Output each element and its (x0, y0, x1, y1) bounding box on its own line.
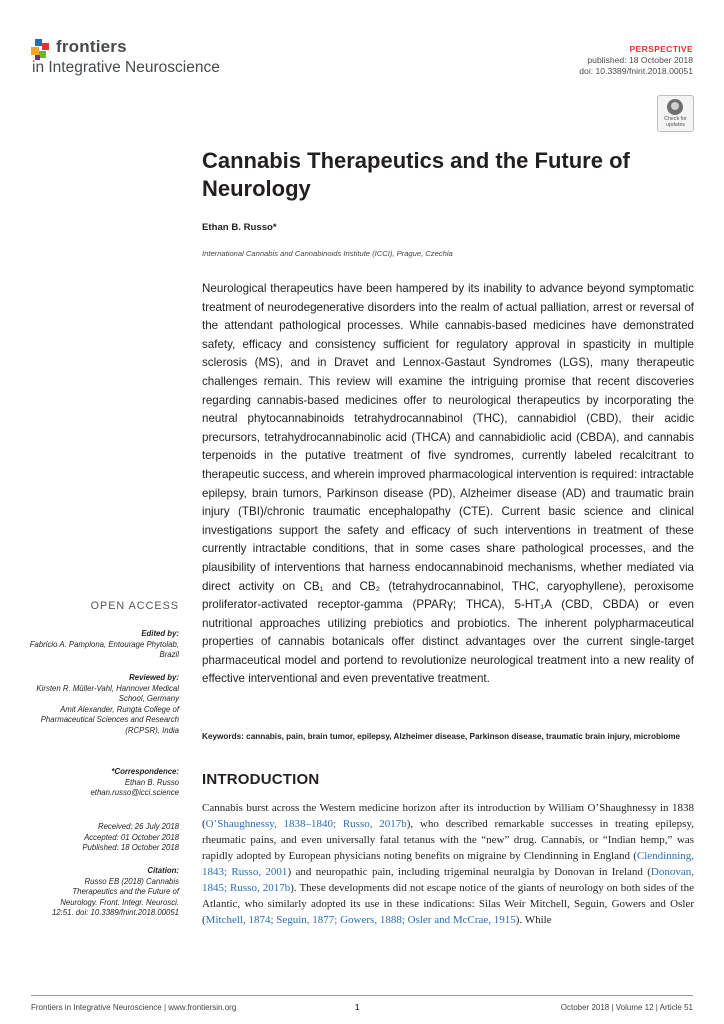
doi[interactable]: doi: 10.3389/fnint.2018.00051 (579, 66, 693, 76)
intro-text: Cannabis burst across the Western medicine horizon after its introduction by William O’Shaughnessy in 1838 ( (202, 802, 694, 830)
published-date: published: 18 October 2018 (587, 55, 693, 65)
editor[interactable]: Fabricio A. Pamplona, Entourage Phytolab, Brazil (29, 639, 179, 659)
keywords (202, 731, 694, 743)
reviewer[interactable]: Kirsten R. Müller-Vahl, Hannover Medical School, Germany (36, 683, 179, 703)
affiliation: International Cannabis and Cannabinoids Institute (ICCI), Prague, Czechia (202, 249, 453, 258)
article-meta (579, 44, 693, 77)
journal-name: frontiers (56, 37, 127, 56)
correspondence-block (19, 767, 179, 799)
author[interactable]: Ethan B. Russo* (202, 222, 277, 233)
citation-text: Russo EB (2018) Cannabis Therapeutics and the Future of Neurology. Front. Integr. Neurosci. 12:51. doi: 10.3389/fnint.2018.00051 (51, 876, 179, 917)
article-type: PERSPECTIVE (629, 44, 693, 54)
abstract: Neurological therapeutics have been hampered by its inability to advance beyond symptomatic treatment of neurodegenerative disorders into the realm of actual palliation, arrest or reversal of the attendant pathological processes. While cannabis-based medicines have demonstrated safety, efficacy and consistency sufficient for regulatory approval in spasticity in multiple sclerosis (MS), and in Dravet and Lennox-Gastaut Syndromes (LGS), many therapeutic challenges remain. This review will examine the intriguing promise that recent discoveries regarding cannabis-based medicines offer to neurological therapeutics by incorporating the neutral phytocannabinoids tetrahydrocannabinol (THC), cannabidiol (CBD), their acidic precursors, tetrahydrocannabinolic acid (THCA) and cannabidiolic acid (CBDA), and cannabis terpenoids in the putative treatment of five syndromes, currently labeled recalcitrant to therapeutic success, and wherein improved pharmacological intervention is required: intractable epilepsy, brain tumors, Parkinson disease (PD), Alzheimer disease (AD) and traumatic brain injury (TBI)/chronic traumatic encephalopathy (CTE). Current basic science and clinical investigations support the safety and efficacy of such interventions in treatment of these currently intractable conditions, that in some cases share pathological processes, and the plausibility of interventions that harness endocannabinoid mechanisms, whether mediated via direct activity on CB₁ and CB₂ (tetrahydrocannabinol, THC, caryophyllene), peroxisome proliferator-activated receptor-gamma (PPARγ; THCA), 5-HT₁A (CBD, CBDA) or even nutritional approaches utilizing prebiotics and probiotics. The inherent polypharmaceutical properties of cannabis botanicals offer distinct advantages over the current single-target pharmaceutical model and portend to revolutionize neurological treatment into a new reality of effective interventional and even preventative treatment. (202, 282, 694, 686)
correspondence-email[interactable]: ethan.russo@icci.science (90, 788, 179, 797)
received-date: Received: 26 July 2018 (97, 822, 179, 831)
correspondence-name: Ethan B. Russo (124, 777, 179, 787)
reviewed-by-block (19, 673, 179, 736)
section-heading-introduction: INTRODUCTION (202, 771, 320, 788)
correspondence-label: *Correspondence: (111, 767, 179, 776)
reviewer[interactable]: Amit Alexander, Rungta College of Pharmaceutical Sciences and Research (RCPSR), India (40, 704, 179, 735)
page-number: 1 (355, 1003, 360, 1012)
check-for-updates-button[interactable] (657, 95, 694, 132)
article-title: Cannabis Therapeutics and the Future of Neurology (202, 148, 630, 201)
introduction-paragraph (202, 800, 694, 928)
intro-text: ). While (515, 914, 552, 926)
citation-link[interactable]: Clendinning, 1843; Russo, 2001 (202, 850, 694, 878)
dates-block (19, 822, 179, 854)
journal-subtitle: in Integrative Neuroscience (32, 59, 220, 76)
citation-link[interactable]: Mitchell, 1874; Seguin, 1877; Gowers, 1888; Osler and McCrae, 1915 (205, 914, 516, 926)
keywords-list: cannabis, pain, brain tumor, epilepsy, Alzheimer disease, Parkinson disease, traumatic brain injury, microbiome (246, 732, 681, 741)
published-date-side: Published: 18 October 2018 (82, 843, 179, 852)
accepted-date: Accepted: 01 October 2018 (84, 832, 179, 842)
citation-block (39, 866, 179, 919)
citation-label: Citation: (147, 866, 179, 875)
keywords-label: Keywords: (202, 732, 244, 741)
journal-logo (31, 37, 271, 81)
footer-issue: October 2018 | Volume 12 | Article 51 (560, 1003, 693, 1012)
footer-divider (31, 995, 693, 996)
citation-link[interactable]: O’Shaughnessy, 1838–1840; Russo, 2017b (205, 818, 407, 830)
footer-journal[interactable]: Frontiers in Integrative Neuroscience | www.frontiersin.org (31, 1003, 237, 1012)
open-access-label: OPEN ACCESS (90, 600, 179, 612)
edited-by-label: Edited by: (141, 629, 179, 638)
edited-by-block (19, 629, 179, 661)
frontiers-logo-icon (31, 39, 53, 61)
check-updates-label: Check for updates (664, 116, 687, 128)
citation-link[interactable]: Donovan, 1845; Russo, 2017b (202, 866, 694, 894)
reviewed-by-label: Reviewed by: (129, 673, 179, 682)
intro-text: ), who described remarkable successes in treating epilepsy, rheumatic pains, and even universally fatal tetanus with the “new” drug. Cannabis, or “Indian hemp,” was rapidly adopted by European physicians noting benefits on migraine by Clendinning in England ( (202, 818, 694, 862)
check-updates-icon (667, 99, 683, 115)
intro-text: ) and neuropathic pain, including trigeminal neuralgia by Donovan in Ireland ( (287, 866, 651, 878)
intro-text: ). These developments did not escape notice of the giants of neurology on both sides of the Atlantic, who similarly adopted its use in these indications: Silas Weir Mitchell, Seguin, Gowers and Osler ( (202, 882, 694, 926)
